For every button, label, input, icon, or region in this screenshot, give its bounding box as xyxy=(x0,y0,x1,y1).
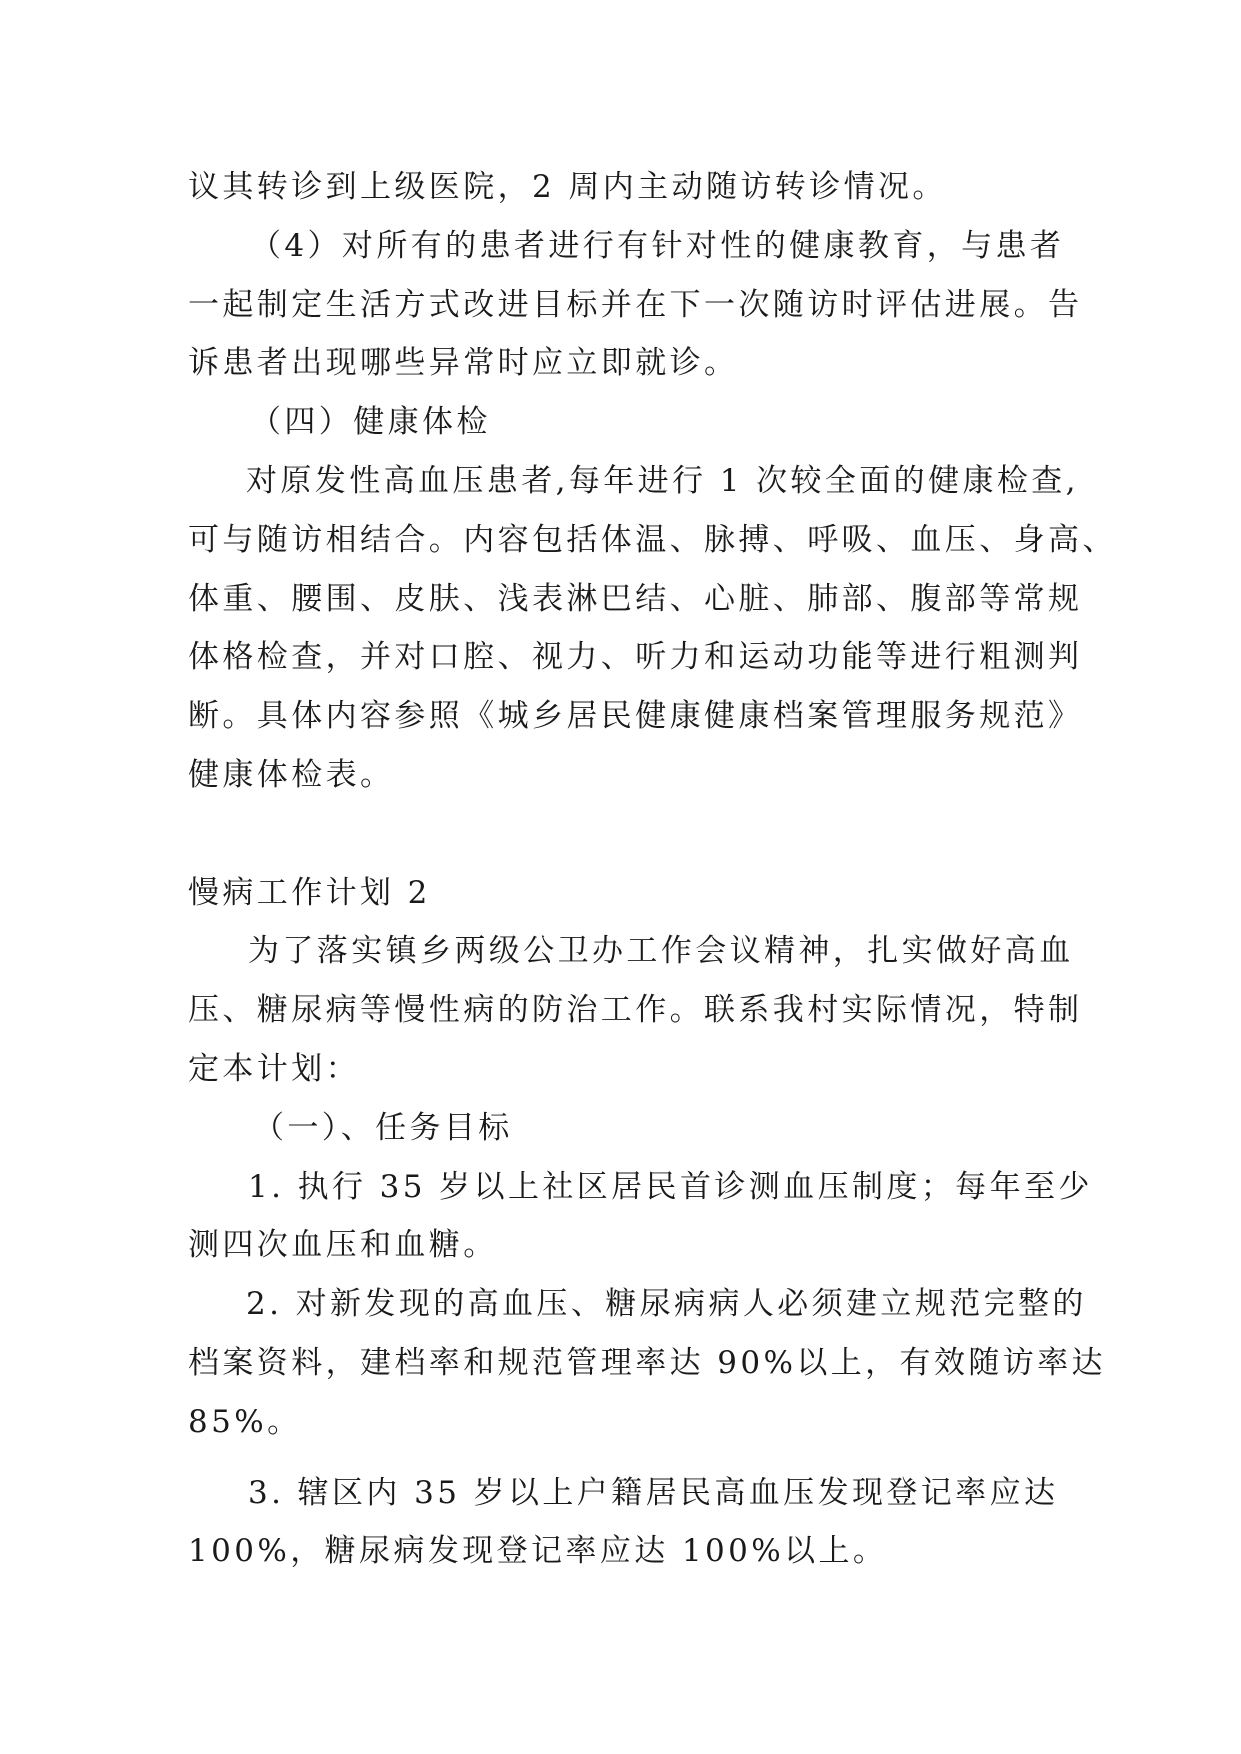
paragraph-spacer xyxy=(188,1452,1054,1464)
document-title: 慢病工作计划 2 xyxy=(188,874,431,911)
blank-line xyxy=(188,805,1054,864)
paragraph-line: 压、糖尿病等慢性病的防治工作。联系我村实际情况，特制 xyxy=(188,992,1083,1029)
paragraph-line: （4）对所有的患者进行有针对性的健康教育，与患者 xyxy=(250,227,1065,264)
paragraph-line: 可与随访相结合。内容包括体温、脉搏、呼吸、血压、身高、 xyxy=(188,521,1117,558)
document-body xyxy=(188,158,1117,1581)
paragraph-line: 诉患者出现哪些异常时应立即就诊。 xyxy=(188,345,739,382)
list-item: 2. 对新发现的高血压、糖尿病病人必须建立规范完整的 xyxy=(246,1286,1087,1323)
paragraph-line: 为了落实镇乡两级公卫办工作会议精神，扎实做好高血 xyxy=(248,933,1074,970)
paragraph-line: 断。具体内容参照《城乡居民健康健康档案管理服务规范》 xyxy=(188,698,1083,735)
paragraph-line: 测四次血压和血糖。 xyxy=(188,1227,498,1264)
section-heading: （一）、任务目标 xyxy=(253,1109,513,1146)
paragraph-line: 100%，糖尿病发现登记率应达 100%以上。 xyxy=(188,1533,888,1570)
paragraph-line: 档案资料，建档率和规范管理率达 90%以上，有效随访率达 xyxy=(188,1344,1106,1381)
paragraph-line: 议其转诊到上级医院，2 周内主动随访转诊情况。 xyxy=(188,169,947,205)
paragraph-line: 体格检查，并对口腔、视力、听力和运动功能等进行粗测判 xyxy=(188,639,1083,676)
section-heading: （四）健康体检 xyxy=(250,404,491,441)
paragraph-line: 85%。 xyxy=(188,1403,302,1440)
paragraph-line: 健康体检表。 xyxy=(188,756,395,793)
list-item: 3. 辖区内 35 岁以上户籍居民高血压发现登记率应达 xyxy=(248,1474,1059,1511)
paragraph-line: 体重、腰围、皮肤、浅表淋巴结、心脏、肺部、腹部等常规 xyxy=(188,580,1083,617)
list-item: 1. 执行 35 岁以上社区居民首诊测血压制度；每年至少 xyxy=(248,1168,1093,1205)
paragraph-line: 一起制定生活方式改进目标并在下一次随访时评估进展。告 xyxy=(188,286,1083,323)
paragraph-line: 对原发性高血压患者,每年进行 1 次较全面的健康检查, xyxy=(246,462,1079,499)
paragraph-line: 定本计划： xyxy=(188,1050,360,1087)
